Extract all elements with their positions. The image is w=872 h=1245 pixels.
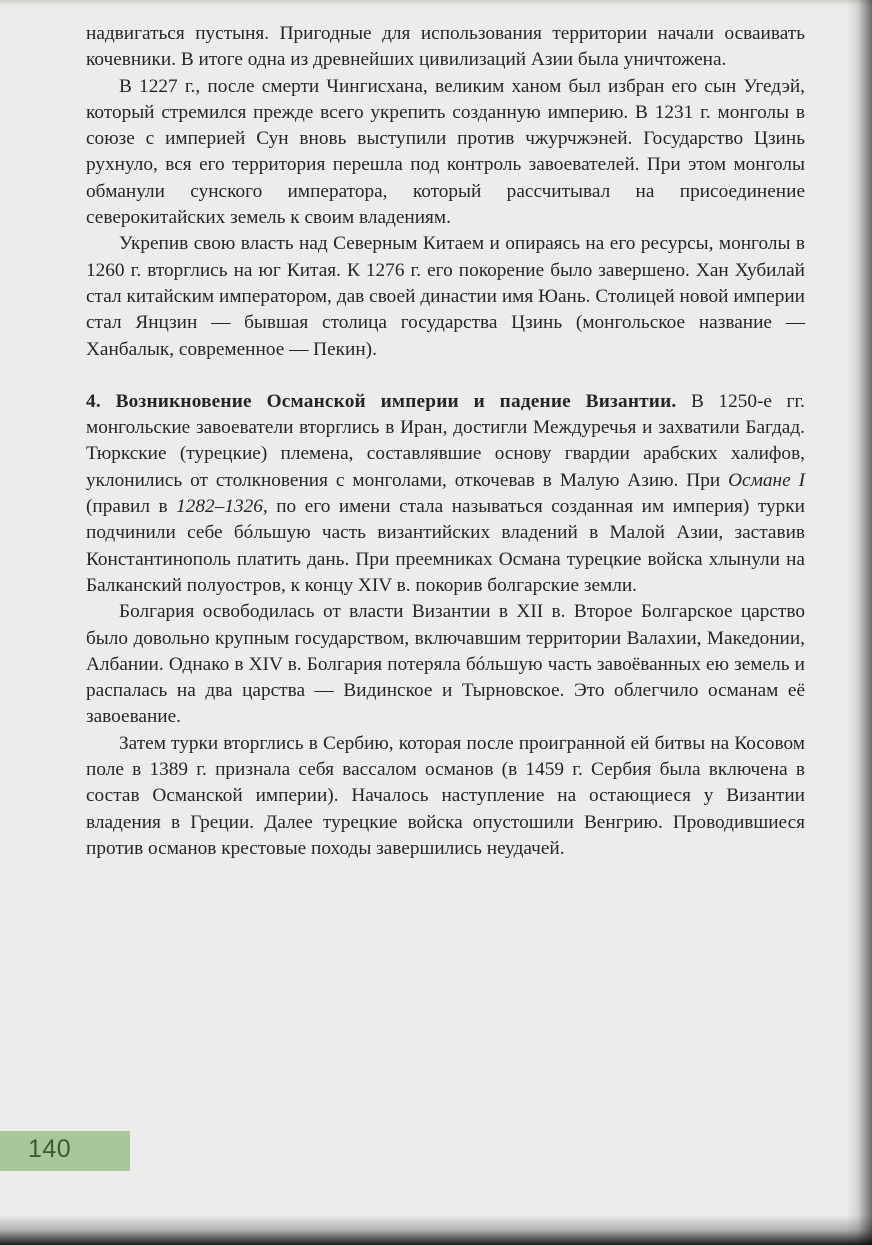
section-text-part-2: (правил в bbox=[86, 496, 168, 518]
page-text bbox=[86, 21, 805, 862]
section-heading: 4. Возникновение Османской империи и падение Византии. bbox=[86, 390, 677, 412]
paragraph-serbia: Затем турки вторглись в Сербию, которая после проигранной ей битвы на Косовом поле в 1389 г. признала себя вассалом османов (в 1459 г. Сербия была включена в состав Османской империи). Началось наступление на остающиеся у Византии владения в Греции. Далее турецкие войска опустошили Венгрию. Проводившиеся против османов крестовые походы завершились неудачей. bbox=[86, 732, 805, 859]
paragraph-ugedei: В 1227 г., после смерти Чингисхана, великим ханом был избран его сын Угедэй, который стремился прежде всего укрепить созданную империю. В 1231 г. монголы в союзе с империей Сун вновь выступили против чжурчжэней. Государство Цзинь рухнуло, вся его территория перешла под контроль завоевателей. При этом монголы обманули сунского императора, который рассчитывал на присоединение северокитайских земель к своим владениям. bbox=[86, 75, 805, 229]
paragraph-yuan-dynasty: Укрепив свою власть над Северным Китаем и опираясь на его ресурсы, монголы в 1260 г. вторглись на юг Китая. К 1276 г. его покорение было завершено. Хан Хубилай стал китайским императором, дав своей династии имя Юань. Столицей новой империи стал Янцзин — бывшая столица государства Цзинь (монгольское название — Ханбалык, современное — Пекин). bbox=[86, 233, 805, 360]
paragraph-intro-continuation: надвигаться пустыня. Пригодные для использования территории начали осваивать кочевники. В итоге одна из древнейших цивилизаций Азии была уничтожена. bbox=[86, 23, 805, 71]
spine-shadow bbox=[846, 0, 872, 1245]
page-top-edge bbox=[0, 0, 872, 6]
page-number: 140 bbox=[28, 1135, 72, 1163]
paragraph-bulgaria: Болгария освободилась от власти Византии в XII в. Второе Болгарское царство было довольно крупным государством, включавшим территории Валахии, Македонии, Албании. Однако в XIV в. Болгария потеряла бóльшую часть завоёванных ею земель и распалась на два царства — Видинское и Тырновское. Это облегчило османам её завоевание. bbox=[86, 601, 805, 728]
section-text-part-3: по его имени стала называться созданная им империя) турки подчинили себе бóльшую часть византийских владений в Малой Азии, заставив Константинополь платить дань. При преемниках Османа турецкие войска хлынули на Балканский полуостров, к концу XIV в. покорив болгарские земли. bbox=[86, 496, 805, 596]
ruler-name: Османе I bbox=[728, 469, 805, 491]
section-ottoman-empire bbox=[86, 389, 805, 599]
reign-years: 1282–1326, bbox=[176, 496, 268, 518]
section-text-part-1: В 1250-е гг. монгольские завоеватели вторглись в Иран, достигли Междуречья и захватили Багдад. Тюркские (турецкие) племена, составлявшие основу гвардии арабских халифов, уклонились от столкновения с монголами, откочевав в Малую Азию. При bbox=[86, 390, 805, 491]
bottom-edge-shadow bbox=[0, 1215, 872, 1245]
